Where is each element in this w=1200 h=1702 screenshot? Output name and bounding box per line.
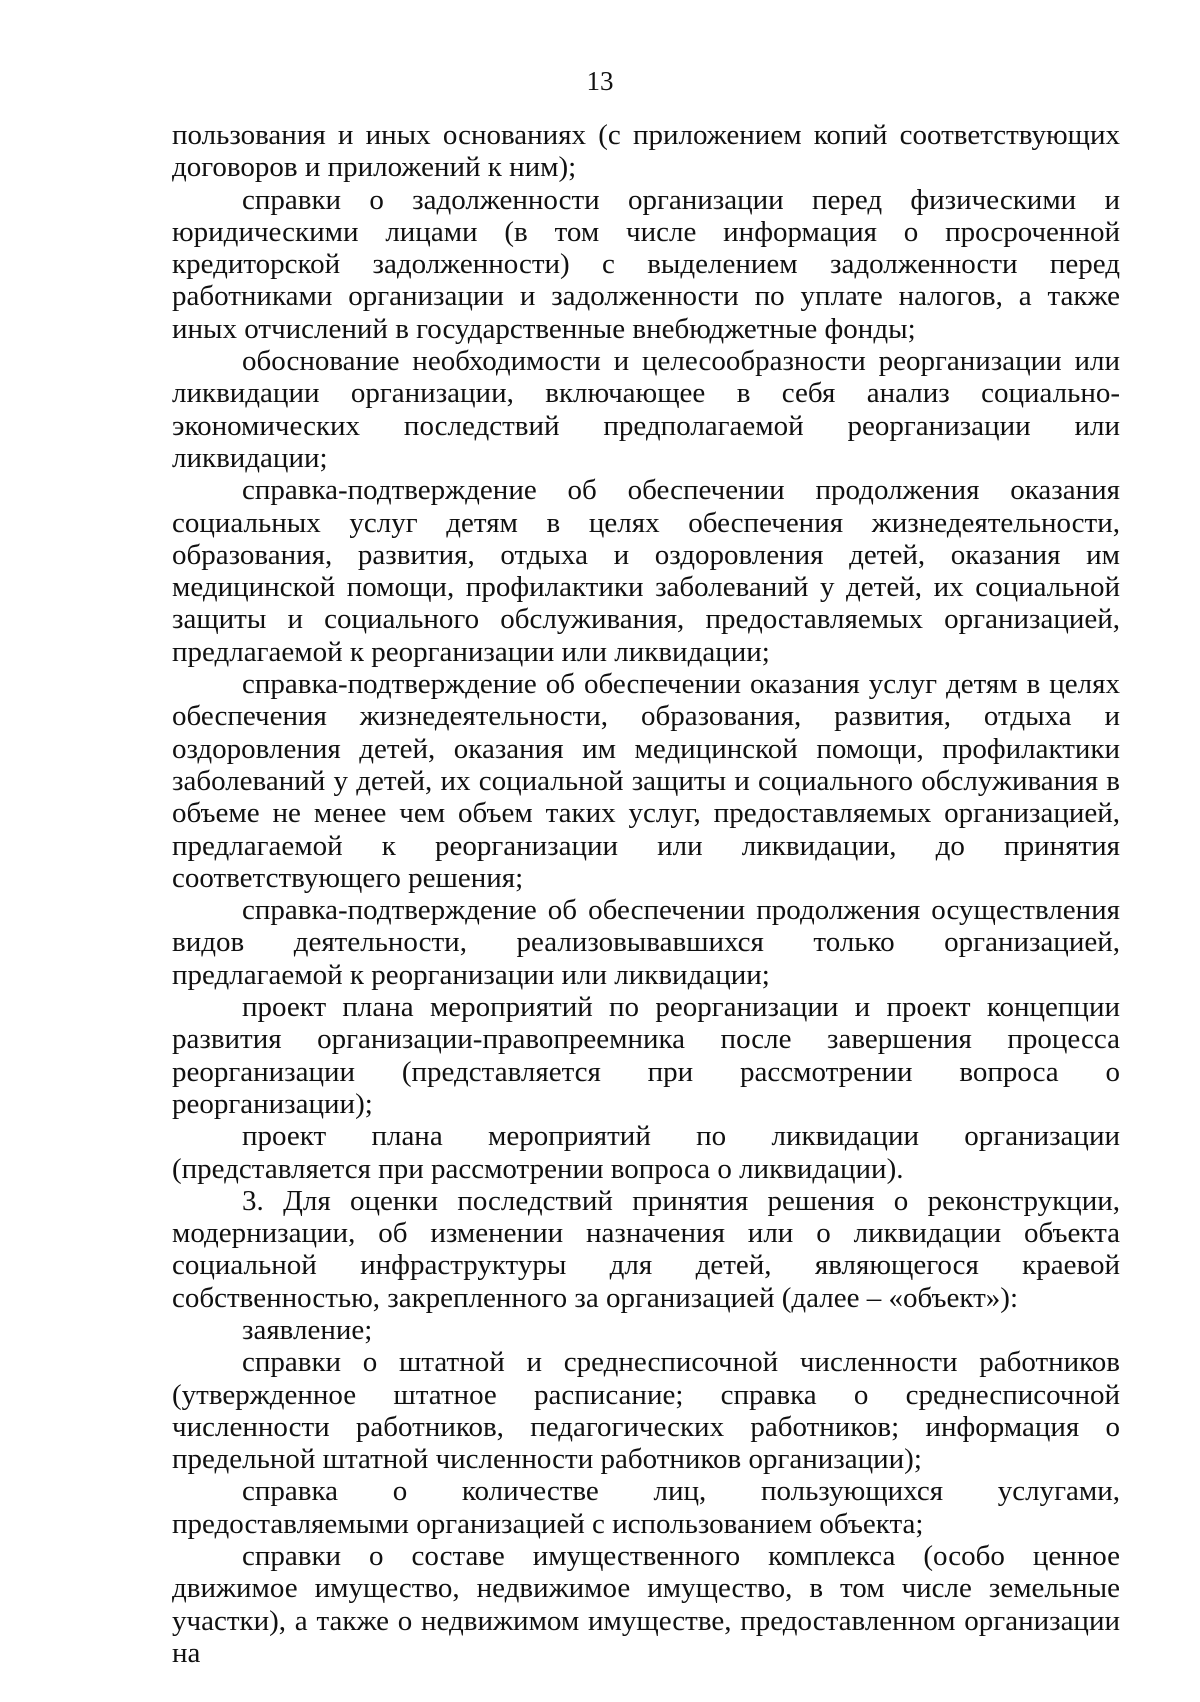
paragraph: справка-подтверждение об обеспечении продолжения осуществления видов деятельности, реализовывавшихся только организацией, предлагаемой к реорганизации или ликвидации; bbox=[172, 894, 1120, 991]
paragraph: справка-подтверждение об обеспечении продолжения оказания социальных услуг детям в целях обеспечения жизнедеятельности, образования, развития, отдыха и оздоровления детей, оказания им медицинской помощи, профилактики заболеваний у детей, их социальной защиты и социального обслуживания, предоставляемых организацией, предлагаемой к реорганизации или ликвидации; bbox=[172, 474, 1120, 668]
paragraph: справка-подтверждение об обеспечении оказания услуг детям в целях обеспечения жизнедеятельности, образования, развития, отдыха и оздоровления детей, оказания им медицинской помощи, профилактики заболеваний у детей, их социальной защиты и социального обслуживания в объеме не менее чем объем таких услуг, предоставляемых организацией, предлагаемой к реорганизации или ликвидации, до принятия соответствующего решения; bbox=[172, 668, 1120, 894]
paragraph: обоснование необходимости и целесообразности реорганизации или ликвидации организации, включающее в себя анализ социально-экономических последствий предполагаемой реорганизации или ликвидации; bbox=[172, 345, 1120, 474]
paragraph: справки о задолженности организации перед физическими и юридическими лицами (в том числе информация о просроченной кредиторской задолженности) с выделением задолженности перед работниками организации и задолженности по уплате налогов, а также иных отчислений в государственные внебюджетные фонды; bbox=[172, 183, 1120, 345]
paragraph: заявление; bbox=[242, 1313, 373, 1346]
page-number: 13 bbox=[586, 66, 614, 96]
paragraph: пользования и иных основаниях (с приложением копий соответствующих договоров и приложений к ним); bbox=[172, 119, 1120, 184]
paragraph: проект плана мероприятий по реорганизации и проект концепции развития организации-правопреемника после завершения процесса реорганизации (представляется при рассмотрении вопроса о реорганизации); bbox=[172, 991, 1120, 1120]
paragraph: справки о составе имущественного комплекса (особо ценное движимое имущество, недвижимое имущество, в том числе земельные участки), а также о недвижимом имуществе, предоставленном организации на bbox=[172, 1540, 1120, 1669]
paragraph: проект плана мероприятий по ликвидации организации (представляется при рассмотрении вопроса о ликвидации). bbox=[172, 1120, 1120, 1185]
numbered-paragraph: 3. Для оценки последствий принятия решения о реконструкции, модернизации, об изменении назначения или о ликвидации объекта социальной инфраструктуры для детей, являющегося краевой собственностью, закрепленного за организацией (далее – «объект»): bbox=[172, 1184, 1120, 1314]
paragraph: справка о количестве лиц, пользующихся услугами, предоставляемыми организацией с использованием объекта; bbox=[172, 1475, 1120, 1540]
document-body bbox=[172, 119, 1120, 1669]
paragraph: справки о штатной и среднесписочной численности работников (утвержденное штатное расписание; справка о среднесписочной численности работников, педагогических работников; информация о предельной штатной численности работников организации); bbox=[172, 1346, 1120, 1476]
